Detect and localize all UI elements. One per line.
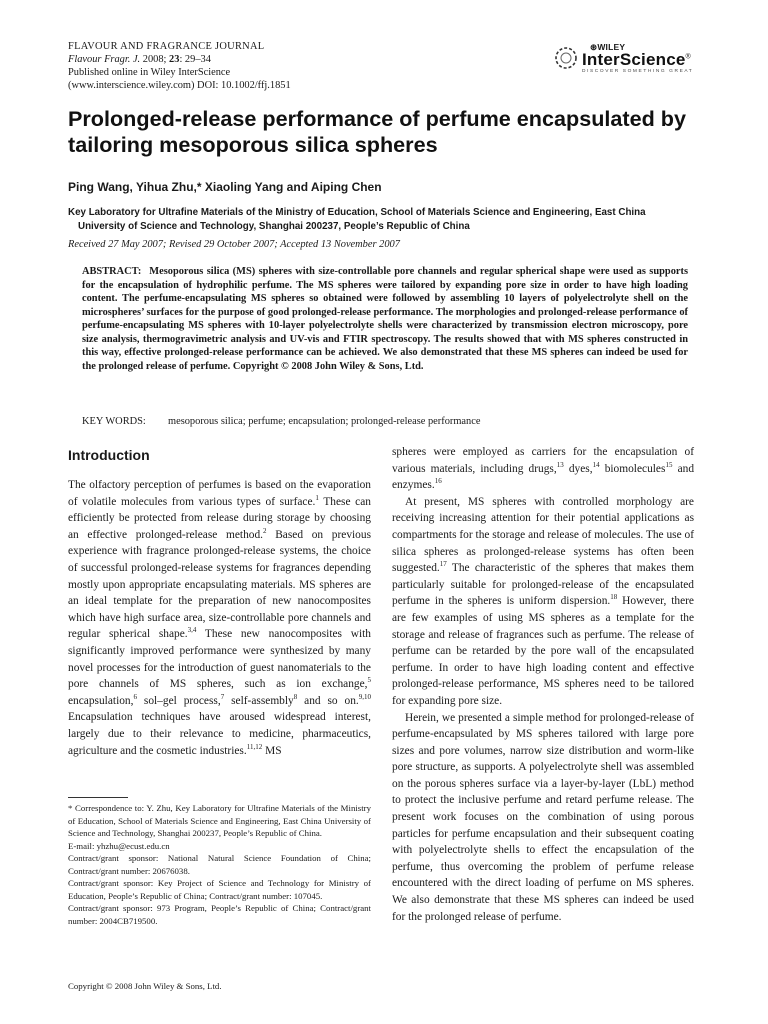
text-run: encapsulation, <box>68 694 134 707</box>
citation-line <box>68 53 488 66</box>
text-run: Encapsulation techniques have aroused widespread interest, largely due to their relevance to medicine, pharmaceutics, agriculture and the cosmetic industries. <box>68 711 371 757</box>
logo-wiley: ⊛WILEY <box>590 42 626 52</box>
citation-pages: : 29–34 <box>179 54 211 65</box>
right-column <box>392 444 694 925</box>
text-run: Herein, we presented a simple method for prolonged-release of perfume-encapsulated by MS spheres tailored with large pore sizes and pore volumes, narrow size distribution and worm-like pore structure, as supports. A polyelectrolyte shell was assembled on the porous spheres surface via a layer-by-layer (LbL) method to protect the inclusive perfume and retard perfume release. The present work focuses on the combination of using porous particles for perfume encapsulation and their subsequent coating with polyelectrolyte shells to effect the encapsulation of the perfume, thus overcoming the problem of perfume release encountered with the direct loading of perfume on MS spheres. We also demonstrate that these MS spheres can indeed be used for the prolonged release of perfume. <box>392 711 694 923</box>
text-run: However, there are few examples of using MS spheres as a template for the storage and release of fragrances such as perfume. The release of perfume can be retarded by the pore wall of the encapsulated perfume. In order to have high loading content and effective prolonged-release performance, MS spheres need to be tailored for expanding pore size. <box>392 595 694 707</box>
paragraph <box>392 444 694 494</box>
citation-marker: 11,12 <box>246 742 263 751</box>
published-line: Published online in Wiley InterScience <box>68 67 231 78</box>
text-run: These can efficiently be protected from release during storage by choosing an effective prolonged-release method. <box>68 495 371 541</box>
abstract-label: ABSTRACT: <box>82 266 142 277</box>
footnote: * Correspondence to: Y. Zhu, Key Laboratory for Ultrafine Materials of the Ministry of Education, School of Materials Science and Engineering, East China University of Science and Technology, Shanghai 200237, People’s Republic of China. <box>68 803 371 838</box>
citation-marker: 6 <box>133 692 137 701</box>
affiliation-line: Key Laboratory for Ultrafine Materials of the Ministry of Education, School of Materials Science and Engineering, East China <box>68 207 646 218</box>
citation-marker: 16 <box>434 477 442 486</box>
paragraph <box>392 494 694 710</box>
citation-marker: 15 <box>665 460 673 469</box>
keywords-label: KEY WORDS: <box>82 416 146 427</box>
paragraph <box>392 710 694 926</box>
text-run: At present, MS spheres with controlled morphology are receiving increasing attention for their potential applications as compartments for the storage and release of molecules. The use of silica spheres as prolonged-release systems has often been suggested. <box>392 495 694 575</box>
footnote-rule <box>68 797 128 798</box>
citation-marker: 14 <box>592 460 600 469</box>
wiley-interscience-logo <box>552 42 712 78</box>
logo-interscience: InterScience® <box>582 50 691 69</box>
received-dates: Received 27 May 2007; Revised 29 October 2007; Accepted 13 November 2007 <box>68 239 400 250</box>
text-run: spheres were employed as carriers for the encapsulation of various materials, including drugs, <box>392 446 694 475</box>
author-list: Ping Wang, Yihua Zhu,* Xiaoling Yang and Aiping Chen <box>68 180 382 194</box>
text-run: and so on. <box>297 694 359 707</box>
logo-tagline: DISCOVER SOMETHING GREAT <box>582 69 694 74</box>
article-title: Prolonged-release performance of perfume encapsulated by tailoring mesoporous silica spheres <box>68 106 686 157</box>
paragraph <box>68 477 371 759</box>
globe-icon <box>554 46 578 70</box>
text-run: dyes, <box>563 462 593 475</box>
citation-marker: 3,4 <box>187 626 197 635</box>
text-run: biomolecules <box>599 462 666 475</box>
text-run: These new nanocomposites with significantly improved performance were synthesized by many novel processes for the introduction of guest nanomaterials to the pore channels of MS spheres, such as ion exchange, <box>68 628 371 691</box>
citation-marker: 9,10 <box>358 692 372 701</box>
doi-line: (www.interscience.wiley.com) DOI: 10.1002/ffj.1851 <box>68 80 291 91</box>
affiliation-line: University of Science and Technology, Shanghai 200237, People’s Republic of China <box>78 221 470 232</box>
journal-name: FLAVOUR AND FRAGRANCE JOURNAL <box>68 41 265 52</box>
footnote: Contract/grant sponsor: National Natural Science Foundation of China; Contract/grant number: 20676038. <box>68 853 371 876</box>
journal-masthead <box>68 40 488 92</box>
text-run: The olfactory perception of perfumes is based on the evaporation of volatile molecules from various types of surface. <box>68 479 371 508</box>
abstract <box>82 265 688 373</box>
footnote: Contract/grant sponsor: Key Project of Science and Technology for Ministry of Education, People’s Republic of China; Contract/grant number: 107045. <box>68 878 371 901</box>
keywords-text: mesoporous silica; perfume; encapsulation; prolonged-release performance <box>168 416 481 427</box>
footnote: Contract/grant sponsor: 973 Program, People’s Republic of China; Contract/grant number: 2004CB719500. <box>68 903 371 926</box>
citation-marker: 8 <box>293 692 298 701</box>
copyright-footer: Copyright © 2008 John Wiley & Sons, Ltd. <box>68 981 222 991</box>
keywords <box>82 416 688 427</box>
citation-marker: 17 <box>439 560 447 569</box>
footnote: E-mail: yhzhu@ecust.edu.cn <box>68 840 170 851</box>
footnotes <box>68 802 371 927</box>
text-run: MS <box>262 744 282 757</box>
citation-marker: 5 <box>367 676 371 685</box>
citation-marker: 13 <box>556 460 564 469</box>
citation-journal: Flavour Fragr. J. <box>68 54 141 65</box>
text-run: The characteristic of the spheres that makes them particularly suitable for prolonged-release of the encapsulated perfume in the spheres is uniform dispersion. <box>392 562 694 608</box>
citation-year: 2008; <box>142 54 167 65</box>
citation-marker: 1 <box>315 493 319 502</box>
citation-marker: 18 <box>610 593 618 602</box>
citation-marker: 2 <box>263 526 267 535</box>
citation-marker: 7 <box>220 692 225 701</box>
text-run: and enzymes. <box>392 462 695 492</box>
affiliation <box>68 206 708 234</box>
text-run: Based on previous experience with fragrance prolonged-release systems, the choice of successful prolonged-release systems for fragrances depending mostly upon appropriate encapsulating materials. MS spheres are an ideal template for the preparation of new nanocomposites which have high surface area, size-controllable pore channels and regular spherical shape. <box>68 528 371 641</box>
left-column <box>68 477 371 759</box>
text-run: self-assembly <box>224 694 294 707</box>
abstract-text: Mesoporous silica (MS) spheres with size-controllable pore channels and regular spherical shape were used as supports for the encapsulation of hydrophilic perfume. The MS spheres were tailored by expanding pore size in order to have high loading content. The perfume-encapsulating MS spheres so obtained were followed by assembling 10 layers of polyelectrolyte shell on the microspheres’ surfaces for the purpose of good prolonged-release performance. The morphologies and prolonged-release performance of perfume-encapsulating MS spheres with 10-layer polyelectrolyte shells were characterized by transmission electron microscopy, pore size analysis, thermogravimetric analysis and UV-vis and FTIR spectroscopy. The results showed that with MS spheres constructed in this way, effective prolonged-release performance can be achieved. We also demonstrated that these MS spheres can indeed be used for the prolonged release of perfume. Copyright © 2008 John Wiley & Sons, Ltd. <box>82 266 688 372</box>
section-heading-introduction: Introduction <box>68 447 150 463</box>
text-run: sol–gel process, <box>136 694 221 707</box>
citation-volume: 23 <box>169 54 180 65</box>
